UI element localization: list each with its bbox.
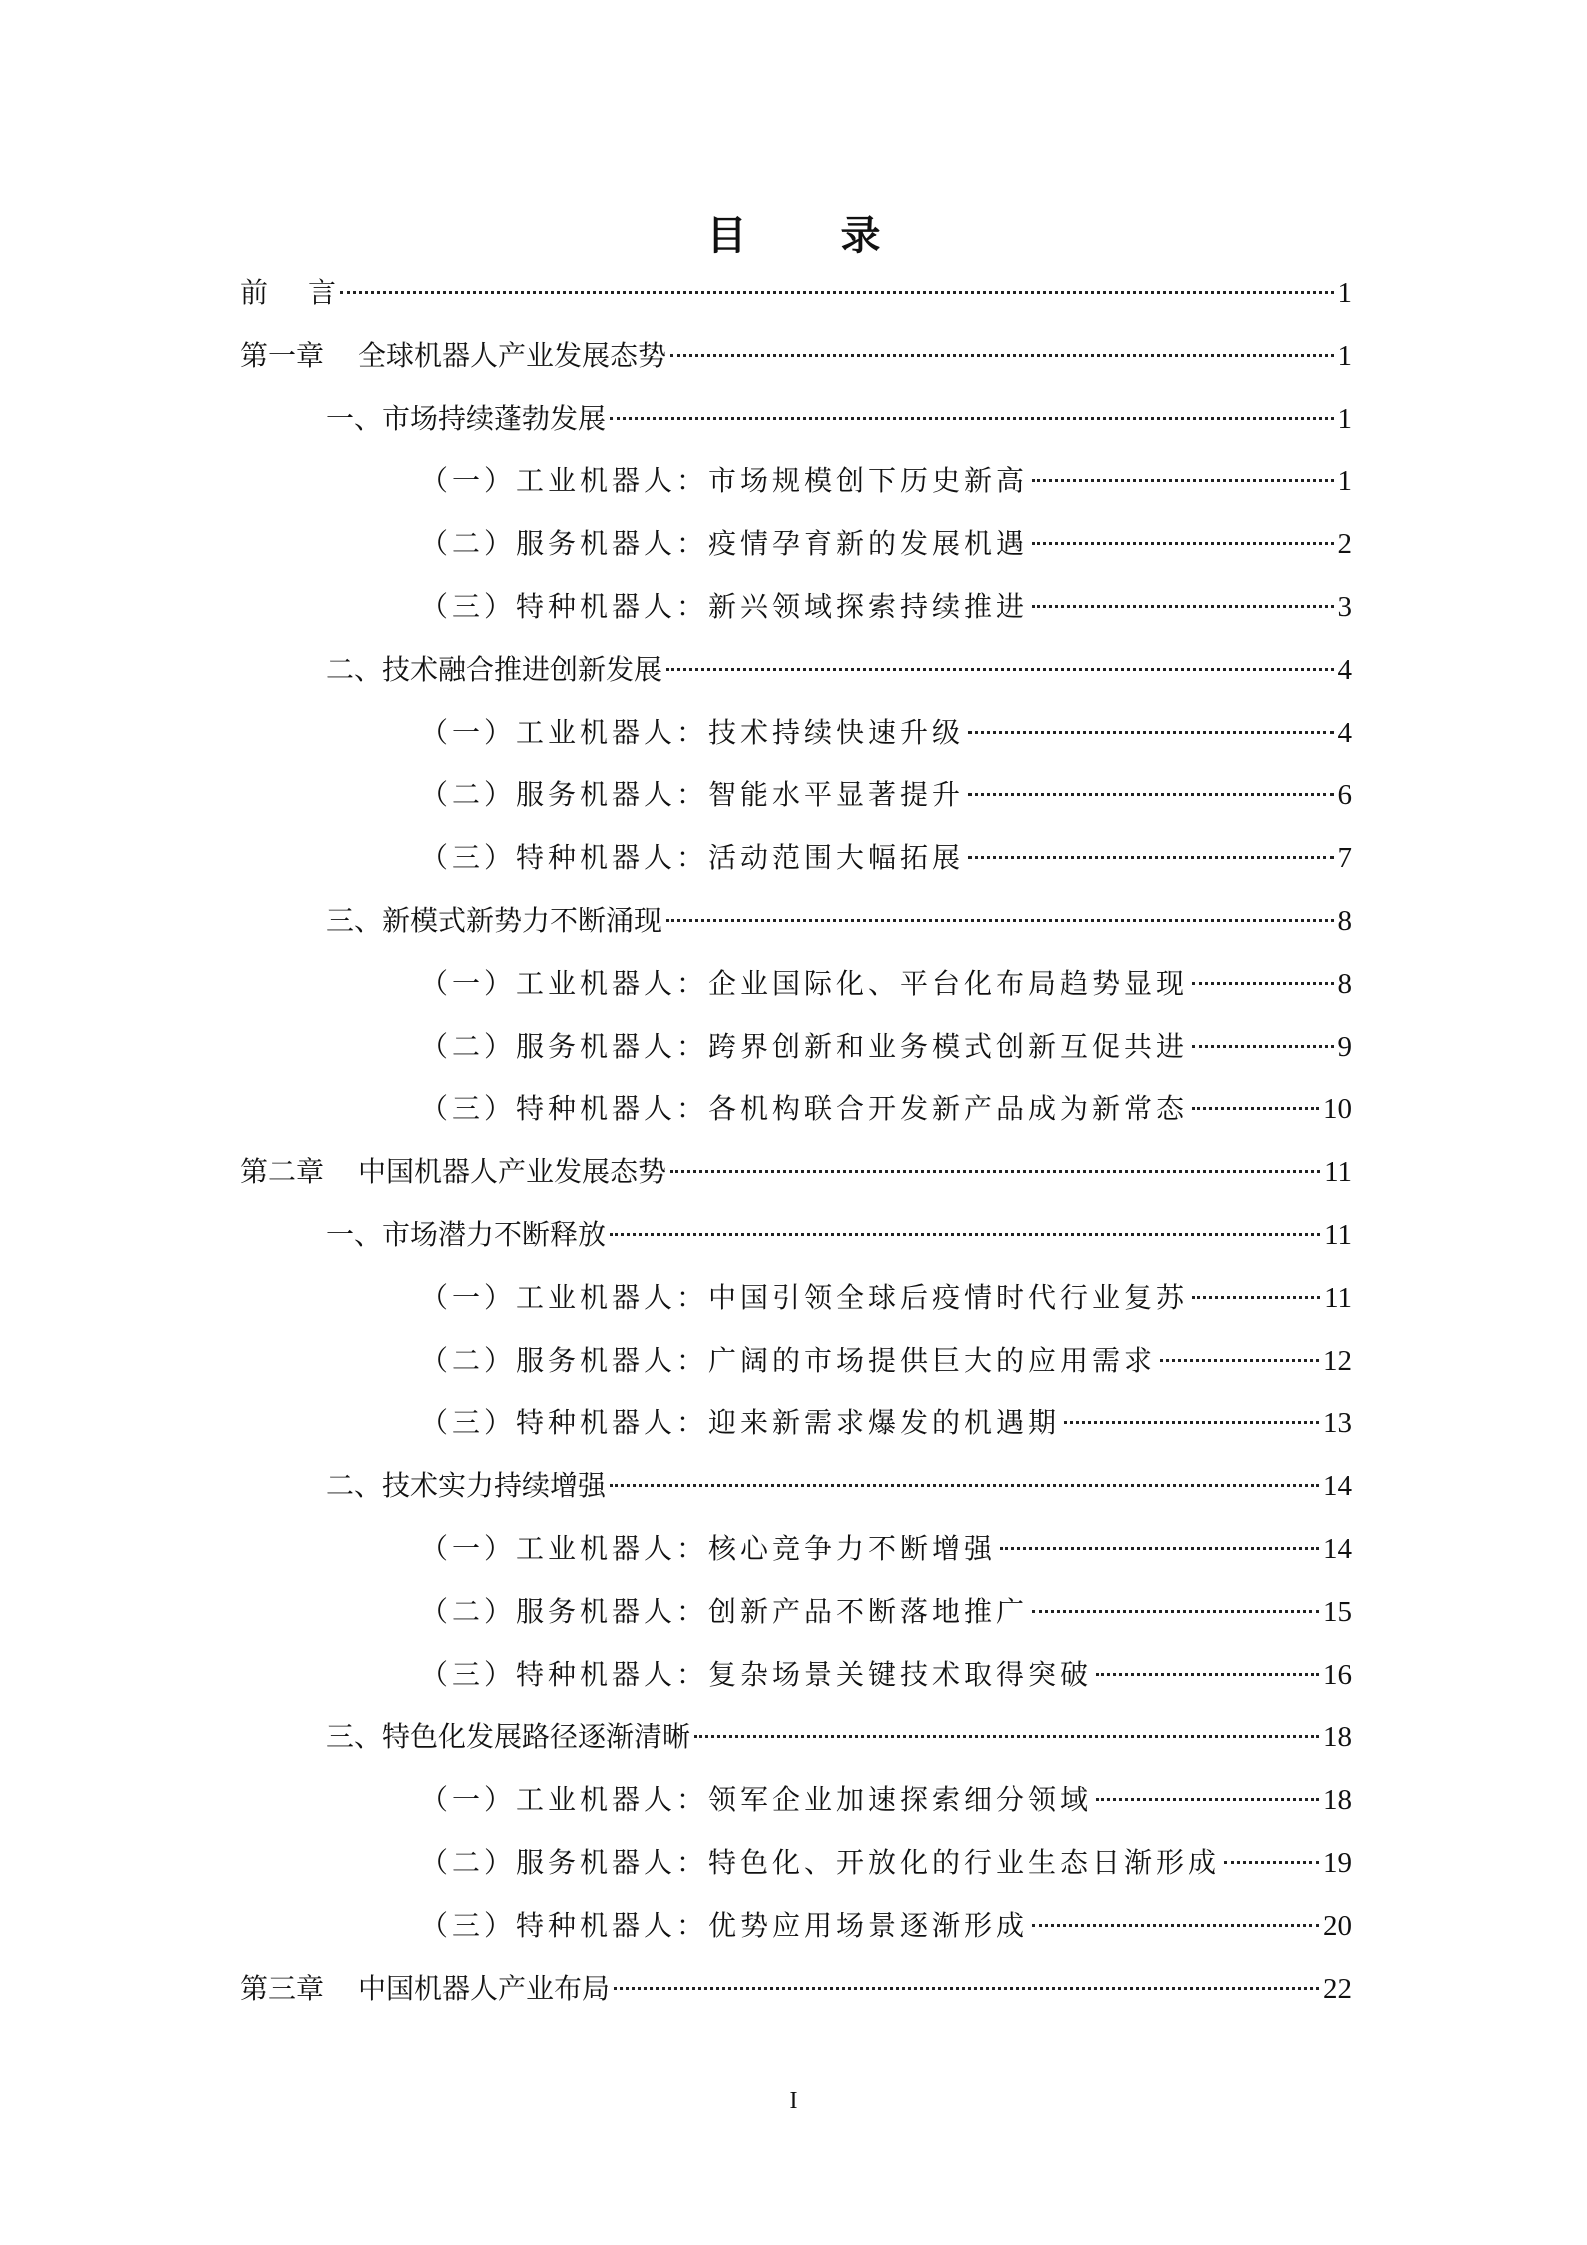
toc-entry-title: 言 — [308, 276, 337, 309]
toc-entry-title: 中国机器人产业布局 — [358, 1971, 611, 2005]
toc-entry-page-number: 11 — [1324, 1219, 1352, 1251]
dot-leader — [1032, 605, 1333, 608]
toc-entry[interactable] — [420, 710, 1352, 756]
toc-entry[interactable] — [420, 1400, 1352, 1446]
toc-entry[interactable] — [420, 1275, 1352, 1321]
toc-entry-title: （二）服务机器人：智能水平显著提升 — [420, 778, 965, 812]
toc-entry[interactable] — [420, 1589, 1352, 1635]
dot-leader — [1224, 1861, 1319, 1864]
toc-entry-page-number: 1 — [1337, 402, 1352, 435]
toc-entry-title: 二、技术融合推进创新发展 — [326, 652, 663, 686]
toc-entry-page-number: 18 — [1323, 1721, 1352, 1754]
toc-entry-chapter-number: 前 — [240, 276, 269, 309]
toc-entry-page-number: 10 — [1323, 1093, 1352, 1126]
dot-leader — [1192, 1107, 1319, 1110]
toc-entry[interactable] — [420, 772, 1352, 818]
toc-entry[interactable] — [420, 835, 1352, 881]
toc-entry[interactable] — [420, 521, 1352, 567]
toc-entry-title: （三）特种机器人：迎来新需求爆发的机遇期 — [420, 1406, 1061, 1440]
toc-entry-title: 二、技术实力持续增强 — [326, 1469, 607, 1503]
dot-leader — [610, 417, 1333, 420]
toc-entry-page-number: 1 — [1337, 465, 1352, 498]
toc-entry-title: （一）工业机器人：中国引领全球后疫情时代行业复苏 — [420, 1280, 1189, 1314]
footer-page-number: I — [789, 2088, 798, 2114]
toc-entry-chapter-number: 第三章 — [240, 1971, 325, 2005]
dot-leader — [340, 291, 1333, 294]
toc-entry-title: （二）服务机器人：跨界创新和业务模式创新互促共进 — [420, 1029, 1189, 1063]
dot-leader — [694, 1735, 1319, 1738]
toc-entry-title: （三）特种机器人：新兴领域探索持续推进 — [420, 590, 1029, 623]
dot-leader — [610, 1233, 1320, 1236]
dot-leader — [1096, 1798, 1319, 1801]
dot-leader — [1032, 1610, 1319, 1613]
toc-entry-page-number: 14 — [1323, 1533, 1352, 1565]
toc-entry-page-number: 11 — [1324, 1281, 1352, 1314]
toc-entry-title: （二）服务机器人：疫情孕育新的发展机遇 — [420, 527, 1029, 561]
toc-entry[interactable] — [420, 1086, 1352, 1132]
toc-entry[interactable] — [326, 396, 1352, 442]
toc-entry[interactable] — [420, 1777, 1352, 1823]
toc-entry-page-number: 18 — [1323, 1784, 1352, 1817]
toc-entry-title: （三）特种机器人：各机构联合开发新产品成为新常态 — [420, 1092, 1189, 1126]
toc-entry-page-number: 4 — [1337, 716, 1352, 749]
dot-leader — [666, 919, 1333, 922]
dot-leader — [968, 856, 1333, 859]
toc-entry-page-number: 14 — [1323, 1470, 1352, 1503]
toc-entry-title: （二）服务机器人：广阔的市场提供巨大的应用需求 — [420, 1343, 1157, 1377]
toc-entry-page-number: 1 — [1337, 339, 1352, 372]
toc-entry[interactable] — [240, 333, 1352, 379]
dot-leader — [670, 354, 1333, 357]
dot-leader — [1160, 1359, 1319, 1362]
toc-entry-page-number: 16 — [1323, 1658, 1352, 1691]
dot-leader — [670, 1170, 1320, 1173]
toc-entry-title: （三）特种机器人：活动范围大幅拓展 — [420, 841, 965, 875]
toc-entry[interactable] — [240, 1149, 1352, 1195]
toc-entry[interactable] — [326, 1463, 1352, 1509]
dot-leader — [968, 793, 1333, 796]
toc-entry[interactable] — [326, 1212, 1352, 1258]
toc-entry-title: （二）服务机器人：特色化、开放化的行业生态日渐形成 — [420, 1846, 1221, 1879]
dot-leader — [1192, 1045, 1333, 1048]
toc-entry-page-number: 2 — [1337, 528, 1352, 561]
toc-entry-page-number: 20 — [1323, 1909, 1352, 1942]
toc-entry-page-number: 3 — [1337, 591, 1352, 623]
toc-entry[interactable] — [420, 1024, 1352, 1070]
toc-entry-title: （一）工业机器人：市场规模创下历史新高 — [420, 464, 1029, 498]
toc-entry-title: 一、市场持续蓬勃发展 — [326, 401, 607, 435]
toc-entry-page-number: 7 — [1337, 842, 1352, 875]
toc-entry-title: （一）工业机器人：技术持续快速升级 — [420, 715, 965, 749]
toc-entry-title: 三、新模式新势力不断涌现 — [326, 904, 663, 937]
toc-entry[interactable] — [326, 898, 1352, 944]
toc-entry-page-number: 13 — [1323, 1407, 1352, 1440]
toc-entry-title: 三、特色化发展路径逐渐清晰 — [326, 1720, 691, 1754]
toc-entry-title: （三）特种机器人：优势应用场景逐渐形成 — [420, 1908, 1029, 1942]
toc-entry-title: （一）工业机器人：领军企业加速探索细分领域 — [420, 1783, 1093, 1817]
toc-entry[interactable] — [420, 1526, 1352, 1572]
dot-leader — [1064, 1421, 1319, 1424]
dot-leader — [1000, 1547, 1319, 1550]
toc-entry-page-number: 12 — [1323, 1344, 1352, 1377]
toc-entry-page-number: 22 — [1323, 1972, 1352, 2005]
toc-entry-chapter-number: 第一章 — [240, 338, 325, 372]
toc-entry[interactable] — [240, 1966, 1352, 2012]
toc-entry-page-number: 6 — [1337, 779, 1352, 812]
dot-leader — [1032, 1924, 1319, 1927]
toc-entry-title: 全球机器人产业发展态势 — [358, 338, 667, 372]
toc-entry[interactable] — [420, 458, 1352, 504]
toc-entry-page-number: 11 — [1324, 1156, 1352, 1189]
dot-leader — [614, 1987, 1319, 1990]
toc-entry-title: 一、市场潜力不断释放 — [326, 1218, 607, 1251]
dot-leader — [1032, 479, 1333, 482]
toc-entry[interactable] — [326, 647, 1352, 693]
dot-leader — [1096, 1673, 1319, 1676]
toc-entry[interactable] — [420, 1338, 1352, 1384]
toc-entry[interactable] — [420, 1840, 1352, 1886]
toc-entry-page-number: 9 — [1337, 1030, 1352, 1063]
dot-leader — [1192, 1296, 1320, 1299]
dot-leader — [1032, 542, 1333, 545]
toc-entry-title: （二）服务机器人：创新产品不断落地推广 — [420, 1594, 1029, 1628]
toc-entry-title: 中国机器人产业发展态势 — [358, 1155, 667, 1189]
dot-leader — [610, 1484, 1319, 1487]
toc-entry[interactable] — [420, 961, 1352, 1007]
toc-entry-page-number: 1 — [1337, 277, 1352, 309]
toc-entry-title: （三）特种机器人：复杂场景关键技术取得突破 — [420, 1657, 1093, 1691]
page-title: 目 录 — [706, 213, 921, 259]
toc-entry-page-number: 4 — [1337, 653, 1352, 686]
toc-entry[interactable] — [240, 270, 1352, 316]
dot-leader — [666, 668, 1333, 671]
toc-entry-title: （一）工业机器人：核心竞争力不断增强 — [420, 1532, 997, 1565]
toc-entry-chapter-number: 第二章 — [240, 1155, 325, 1189]
toc-entry-page-number: 8 — [1337, 905, 1352, 937]
dot-leader — [1192, 982, 1333, 985]
toc-entry-page-number: 19 — [1323, 1847, 1352, 1879]
toc-entry-title: （一）工业机器人：企业国际化、平台化布局趋势显现 — [420, 966, 1189, 1000]
dot-leader — [968, 731, 1333, 734]
toc-entry-page-number: 8 — [1337, 967, 1352, 1000]
toc-entry[interactable] — [420, 584, 1352, 630]
toc-entry[interactable] — [420, 1652, 1352, 1698]
toc-entry-page-number: 15 — [1323, 1595, 1352, 1628]
toc-entry[interactable] — [326, 1714, 1352, 1760]
toc-entry[interactable] — [420, 1903, 1352, 1949]
